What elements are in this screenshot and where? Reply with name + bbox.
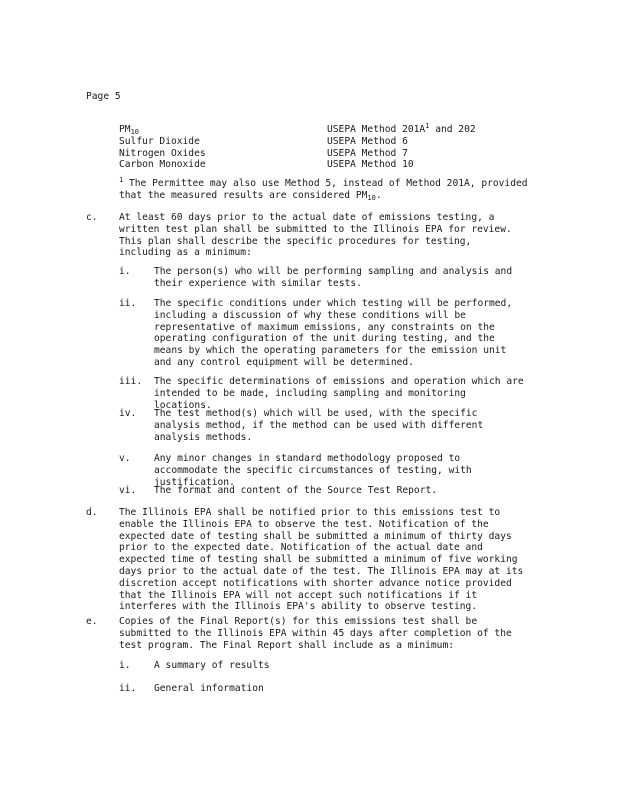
condition-c — [86, 212, 522, 259]
method-name: USEPA Method 6 — [327, 135, 408, 147]
condition-c-iv — [119, 408, 526, 443]
item-label: i. — [119, 660, 131, 671]
item-label: v. — [119, 453, 131, 464]
condition-d — [86, 507, 526, 613]
item-label: ii. — [119, 298, 137, 309]
item-label: i. — [119, 266, 131, 277]
method-row-nox — [119, 148, 476, 160]
condition-c-iii — [119, 376, 526, 411]
method-name: USEPA Method $201A^1$ and 202 — [327, 122, 476, 135]
item-text: The Illinois EPA shall be notified prior to this emissions test to enable the Illinois EPA to observe the test. Notification of the expected date of testing shall be submitted a minimum of thirty days prior to the expected date. Notification of the actual date and expected time of testing shall be submitted a minimum of five working days prior to the actual date of the test. The Illinois EPA may at its discretion accept notifications with shorter advance notice provided that the Illinois EPA will not accept such notifications if it interferes with the Illinois EPA's ability to observe testing. — [119, 507, 524, 613]
item-text: General information — [154, 683, 264, 694]
item-label: c. — [86, 212, 98, 223]
item-text: The format and content of the Source Test Report. — [154, 485, 438, 496]
item-label: ii. — [119, 683, 137, 694]
condition-c-ii — [119, 298, 526, 369]
condition-c-i — [119, 266, 519, 290]
pollutant-name: Sulfur Dioxide — [119, 135, 200, 147]
item-text: Any minor changes in standard methodology proposed to accommodate the specific circumstances of testing, with justification. — [154, 453, 472, 488]
test-methods-table — [119, 124, 476, 171]
item-text: The specific conditions under which testing will be performed, including a discussion of why these conditions will be representative of maximum emissions, any constraints on the operating configuration of the unit during testing, and the means by which the operating parameters for the emission unit and any control equipment will be determined. — [154, 298, 513, 368]
method-row-co — [119, 159, 476, 171]
method-footnote: $^1$ The Permittee may also use Method 5, instead of Method 201A, provided that the measured results are considered $PM_{10}$. — [119, 176, 528, 202]
page-number: Page 5 — [86, 91, 121, 102]
condition-e — [86, 616, 526, 651]
pollutant-name: Carbon Monoxide — [119, 159, 206, 171]
condition-c-v — [119, 453, 526, 488]
item-text: Copies of the Final Report(s) for this emissions test shall be submitted to the Illinois EPA within 45 days after completion of the test program. The Final Report shall include as a minimum: — [119, 616, 512, 651]
pollutant-name: Nitrogen Oxides — [119, 147, 206, 159]
method-row-pm10 — [119, 124, 476, 136]
method-row-so2 — [119, 136, 476, 148]
condition-e-i — [119, 660, 519, 672]
item-label: d. — [86, 507, 98, 518]
condition-c-vi — [119, 485, 526, 497]
item-text: At least 60 days prior to the actual date of emissions testing, a written test plan shall be submitted to the Illinois EPA for review. This plan shall describe the specific procedures for testing, including as a minimum: — [119, 212, 512, 259]
item-text: The person(s) who will be performing sampling and analysis and their experience with similar tests. — [154, 266, 513, 289]
item-text: The test method(s) which will be used, with the specific analysis method, if the method can be used with different analysis methods. — [154, 408, 484, 443]
method-name: USEPA Method 10 — [327, 159, 414, 171]
pollutant-name: $PM_{10}$ — [119, 124, 139, 136]
method-name: USEPA Method 7 — [327, 147, 408, 159]
condition-e-ii — [119, 683, 519, 695]
item-label: iv. — [119, 408, 137, 419]
item-text: The specific determinations of emissions and operation which are intended to be made, including sampling and monitoring locations. — [154, 376, 524, 411]
item-label: e. — [86, 616, 98, 627]
item-label: iii. — [119, 376, 143, 387]
item-text: A summary of results — [154, 660, 270, 671]
item-label: vi. — [119, 485, 137, 496]
